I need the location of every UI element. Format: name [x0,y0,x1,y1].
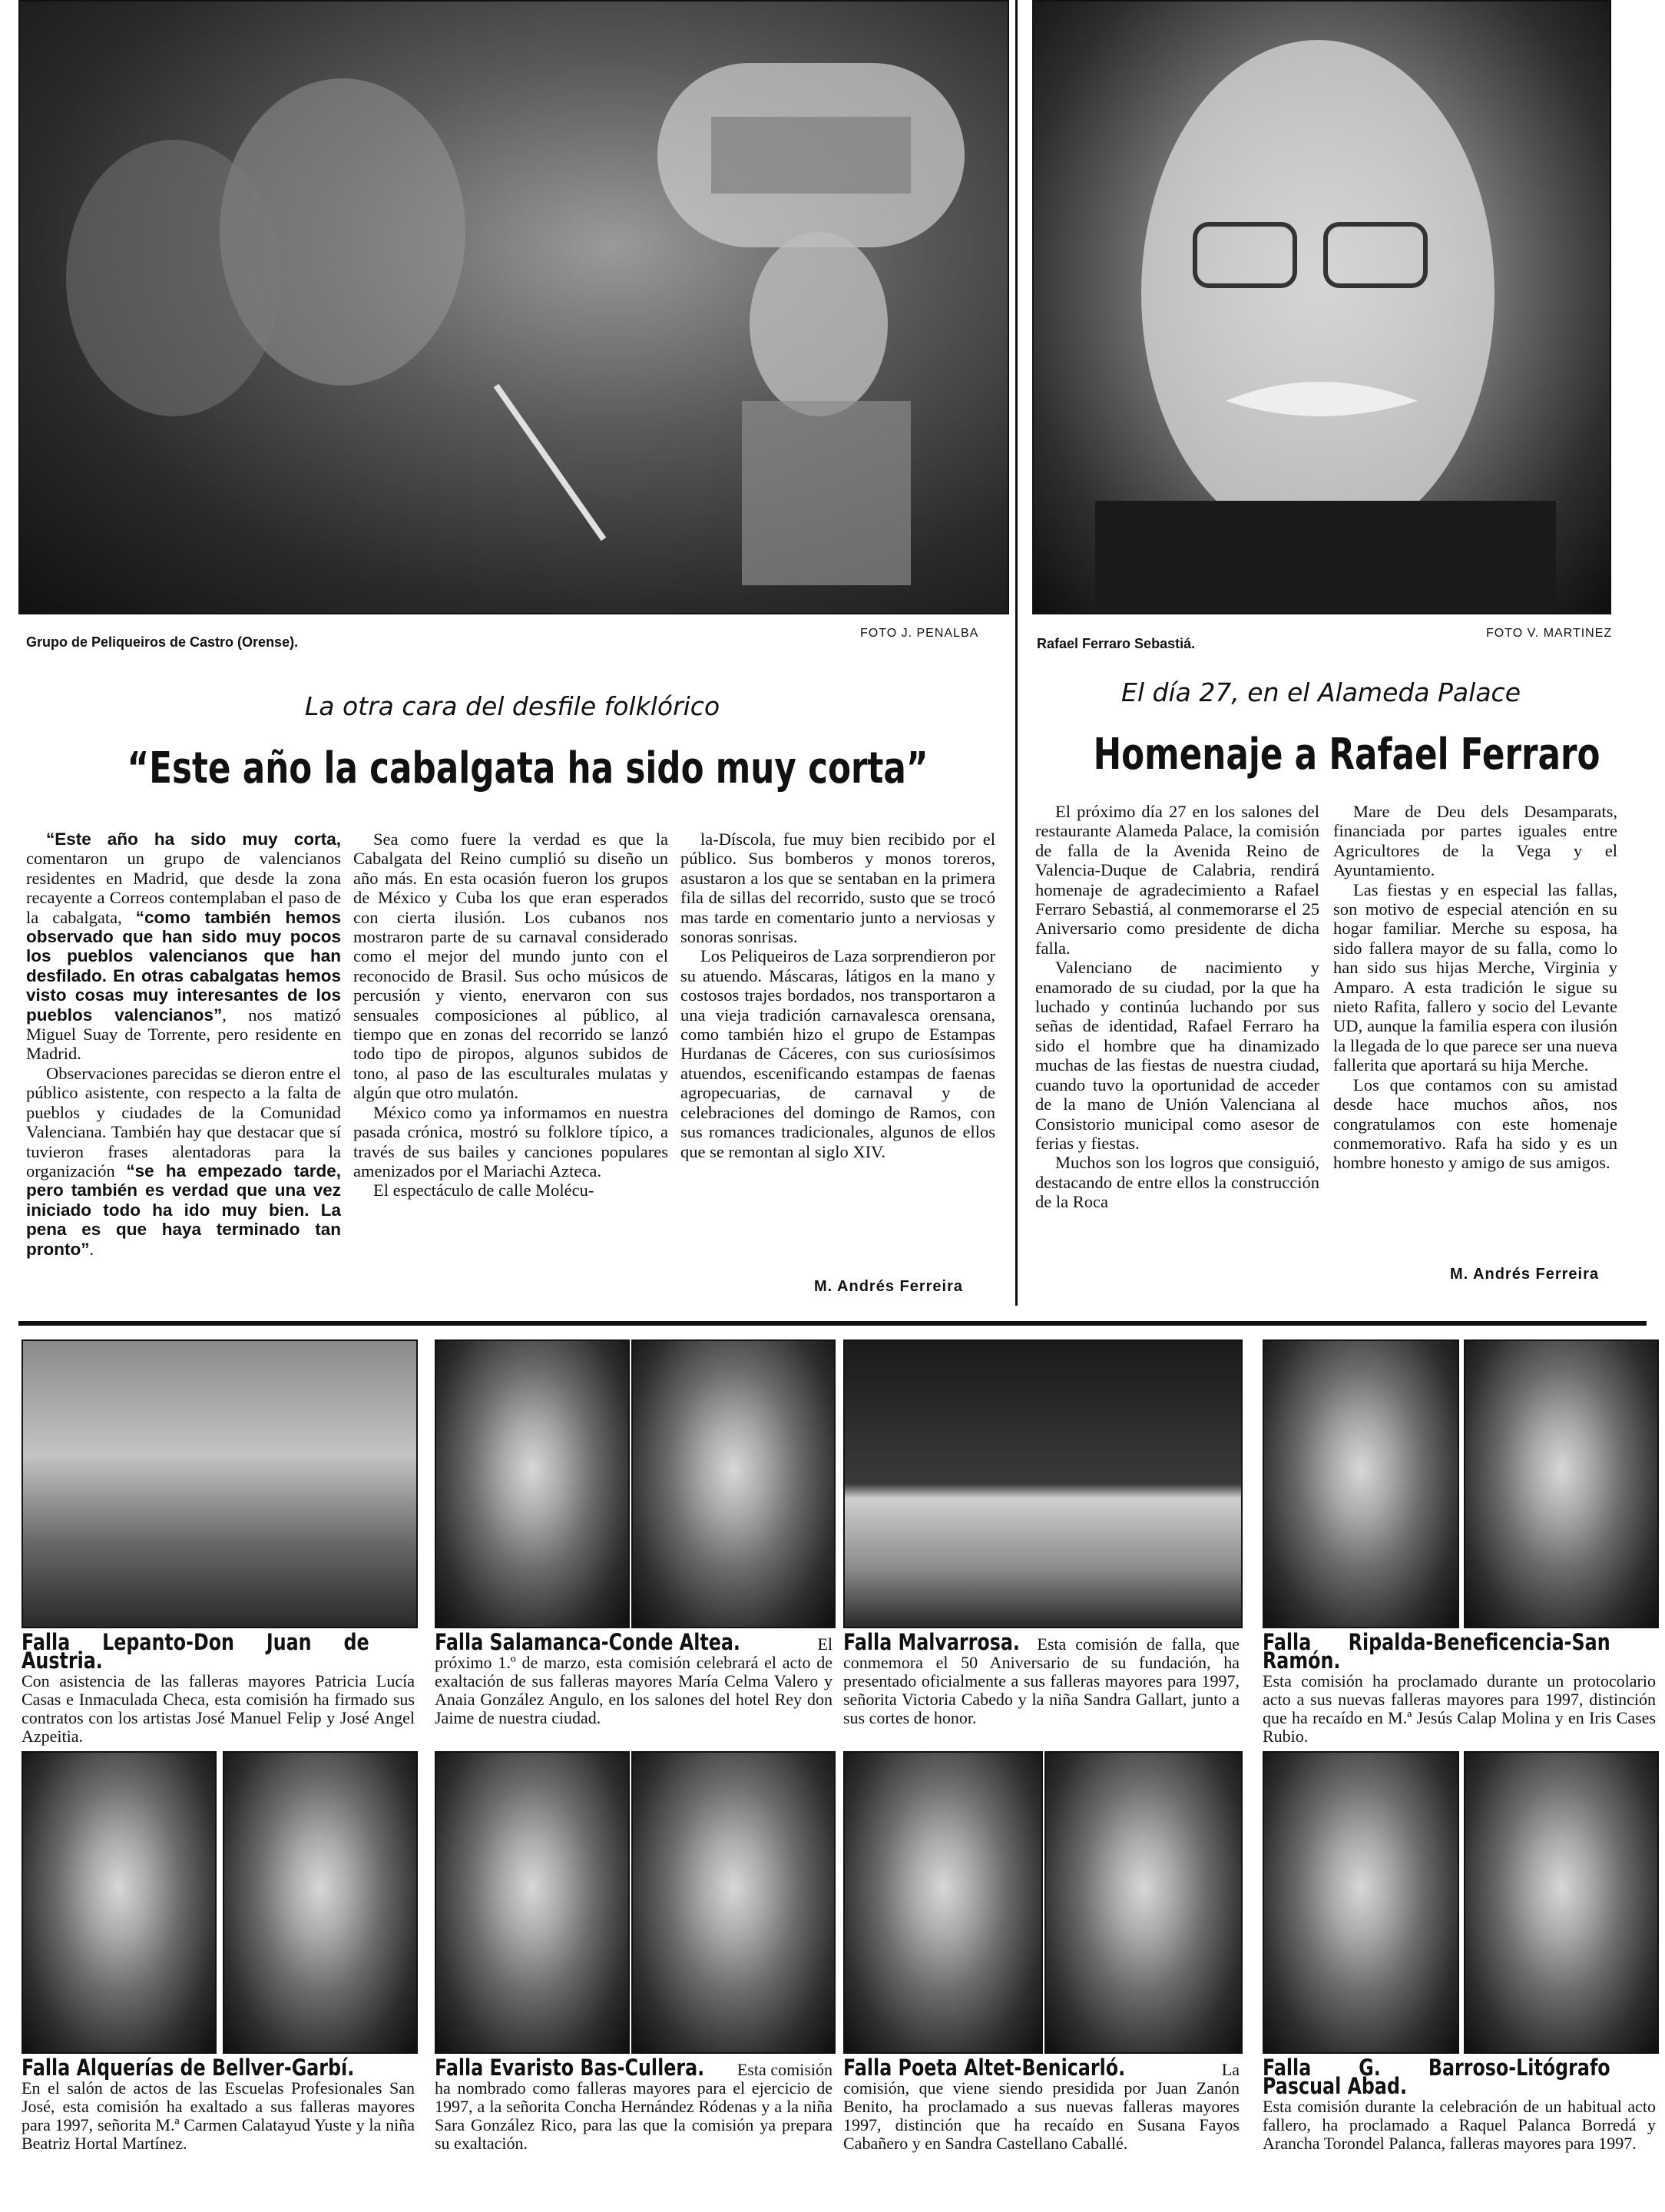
falla-salamanca-photo-1 [435,1339,630,1628]
left-article-col2: Sea como fuere la verdad es que la Cabalgata del Reino cumplió su diseño un año más. En esta ocasión fueron los grupos de México y Cuba los que eran esperados con cierta ilusión. Los cubanos nos mostraron parte de su carnaval considerado como el mejor del mundo junto con el reconocido de Brasil. Sus ocho músicos de percusión y viento, enervaron con sus sensuales composiciones al público, al tiempo que en zonas del recorrido se lanzó todo tipo de piropos, algunos subidos de tono, al paso de las esculturales mulatas y algún que otro mulatón. México como ya informamos en nuestra pasada crónica, mostró su folklore típico, a través de sus bailes y canciones populares amenizados por el Mariachi Azteca. El espectáculo de calle Molécu- [353,830,668,1200]
falla-title: Falla Malvarrosa. [843,1629,1020,1655]
falla-ripalda-photo-1 [1263,1339,1459,1628]
falla-poeta-photo-2 [1044,1751,1243,2054]
peliqueiros-credit: FOTO J. PENALBA [860,627,979,640]
falla-alquerias-photo-1 [22,1751,217,2054]
falla-lepanto-text: Falla Lepanto-Don Juan de Austria. Con asistencia de las falleras mayores Patricia Lucía Casas e Inmaculada Checa, esta comisión ha firmado sus contratos con los artistas José Manuel Felip y José Angel Azpeitia. [22,1629,415,1746]
falla-malvarrosa-photo [843,1339,1243,1628]
falla-salamanca-text: Falla Salamanca-Conde Altea. El próximo 1.º de marzo, esta comisión celebrará el acto de exaltación de sus falleras mayores María Celma Valero y Anaia González Angulo, en los salones del hotel Rey don Jaime de nuestra ciudad. [435,1629,832,1727]
falla-title: Falla Evaristo Bas-Cullera. [435,2055,705,2081]
falla-title: Falla G. Barroso-Litógrafo Pascual Abad. [1263,2055,1610,2099]
falla-evaristo-photo-1 [435,1751,630,2054]
falla-salamanca-photo-2 [631,1339,836,1628]
portrait-illustration [1034,2,1610,613]
peliqueiros-illustration [20,2,1008,613]
quote-open: “Este año ha sido muy corta, [46,830,341,849]
top-column-divider [1015,0,1018,1306]
falla-evaristo-text: Falla Evaristo Bas-Cullera. Esta comisión ha nombrado como falleras mayores para el ejercicio de 1997, a la señorita Concha Hernández Ródenas y a la niña Sara González Rico, para las que la comisión ya prepara su exaltación. [435,2055,832,2153]
right-article-col1: El próximo día 27 en los salones del restaurante Alameda Palace, la comisión de falla de la Avenida Reino de Valencia-Duque de Calabria, rendirá homenaje de agradecimiento a Rafael Ferraro Sebastiá, al conmemorarse el 25 Aniversario como presidente de dicha falla. Valenciano de nacimiento y enamorado de su ciudad, por la que ha luchado y continúa luchando por sus señas de identidad, Rafael Ferraro ha sido el hombre que ha dinamizado muchas de las fiestas de nuestra ciudad, cuando tuvo la oportunidad de acceder de la mano de Unión Valenciana al Consistorio municipal como asesor de ferias y fiestas. Muchos son los logros que consiguió, destacando de entre ellos la construcción de la Roca [1035,802,1319,1212]
falla-title: Falla Ripalda-Beneficencia-San Ramón. [1263,1629,1610,1674]
falla-poeta-photo-1 [843,1751,1043,2054]
falla-alquerias-text: Falla Alquerías de Bellver-Garbí. En el salón de actos de las Escuelas Profesionales San José, esta comisión ha exaltado a sus falleras mayores para 1997, señorita M.ª Carmen Calatayud Yuste y la niña Beatriz Hortal Martínez. [22,2055,415,2153]
falla-malvarrosa-text: Falla Malvarrosa. Esta comisión de falla, que conmemora el 50 Aniversario de su fundación, ha presentado oficialmente a sus falleras mayores para 1997, señorita Victoria Cabedo y la niña Sandra Gallart, junto a sus cortes de honor. [843,1629,1240,1727]
right-byline: M. Andrés Ferreira [1450,1266,1599,1283]
left-headline: “Este año la cabalgata ha sido muy corta” [127,743,928,793]
peliqueiros-caption: Grupo de Peliqueiros de Castro (Orense). [26,634,299,650]
falla-poeta-text: Falla Poeta Altet-Benicarló. La comisión, que viene siendo presidida por Juan Zanón Benito, ha proclamado a sus nuevas falleras mayores 1997, distinción que ha recaído en Susana Fayos Cabañero y en Sandra Castellano Caballé. [843,2055,1240,2153]
falla-title: Falla Lepanto-Don Juan de Austria. [22,1629,369,1674]
left-article-col3: la-Díscola, fue muy bien recibido por el público. Sus bomberos y monos toreros, asustaron a los que se sentaban en la primera fila de sillas del recorrido, susto que se trocó mas tarde en comentario junto a nerviosas y sonoras sonrisas. Los Peliqueiros de Laza sorprendieron por su atuendo. Máscaras, látigos en la mano y costosos trajes bordados, nos transportaron a una vieja tradición carnavalesca orensana, como también hizo el grupo de Estampas Hurdanas de Cáceres, con sus curiosísimos atuendos, escenificando estampas de faenas agropecuarias, de carnaval y de celebraciones del domingo de Ramos, con sus romances tradicionales, algunos de ellos que se remontan al siglo XIV. [680,830,995,1161]
rafael-ferraro-photo [1032,0,1611,614]
peliqueiros-photo [18,0,1009,614]
left-kicker: La otra cara del desfile folklórico [304,691,720,721]
falla-alquerias-photo-2 [223,1751,418,2054]
left-byline: M. Andrés Ferreira [814,1278,963,1295]
falla-title: Falla Alquerías de Bellver-Garbí. [22,2055,355,2081]
right-kicker: El día 27, en el Alameda Palace [1120,677,1521,707]
falla-barroso-photo-2 [1464,1751,1659,2054]
rafael-caption: Rafael Ferraro Sebastiá. [1037,636,1196,651]
right-headline: Homenaje a Rafael Ferraro [1093,730,1600,780]
falla-ripalda-text: Falla Ripalda-Beneficencia-San Ramón. Esta comisión ha proclamado durante un protocolario acto a sus nuevas falleras mayores para 1997, distinción que ha recaído en M.ª Jesús Calap Molina y en Iris Cases Rubio. [1263,1629,1656,1746]
falla-barroso-text: Falla G. Barroso-Litógrafo Pascual Abad. Esta comisión durante la celebración de un habitual acto fallero, ha proclamado a Raquel Palanca Borredá y Arancha Torondel Palanca, falleras mayores para 1997. [1263,2055,1656,2153]
falla-title: Falla Poeta Altet-Benicarló. [843,2055,1126,2081]
left-article-col1: “Este año ha sido muy corta, comentaron un grupo de valencianos residentes en Madrid, que desde la zona recayente a Correos contemplaban el paso de la cabalgata, “como también hemos observado que han sido muy pocos los pueblos valencianos que han desfilado. En otras cabalgatas hemos visto cosas muy interesantes de los pueblos valencianos”, nos matizó Miguel Suay de Torrente, pero residente en Madrid. Observaciones parecidas se dieron entre el público asistente, con respecto a la falta de pueblos y ciudades de la Comunidad Valenciana. También hay que destacar que sí tuvieron frases alentadoras para la organización “se ha empezado tarde, pero también es verdad que una vez iniciado todo ha ido muy bien. La pena es que haya terminado tan pronto”. [26,830,341,1259]
falla-ripalda-photo-2 [1464,1339,1659,1628]
rafael-credit: FOTO V. MARTINEZ [1486,627,1613,640]
right-article-col2: Mare de Deu dels Desamparats, financiada por partes iguales entre Agricultores de la Vega y el Ayuntamiento. Las fiestas y en especial las fallas, son motivo de especial atención en su hogar familiar. Merche su esposa, ha sido fallera mayor de su falla, como lo han sido sus hijas Merche, Virginia y Amparo. A esta tradición le sigue su nieto Rafita, fallero y socio del Levante UD, aunque la familia espera con ilusión la llegada de lo que parece ser una nueva fallerita que aportará su hija Merche. Los que contamos con su amistad desde hace muchos años, nos congratulamos con este homenaje conmemorativo. Rafa ha sido y es un hombre honesto y amigo de sus amigos. [1333,802,1617,1173]
falla-title: Falla Salamanca-Conde Altea. [435,1629,740,1655]
falla-barroso-photo-1 [1263,1751,1459,2054]
falla-lepanto-photo [22,1339,418,1628]
falla-evaristo-photo-2 [631,1751,836,2054]
section-divider [18,1321,1647,1326]
